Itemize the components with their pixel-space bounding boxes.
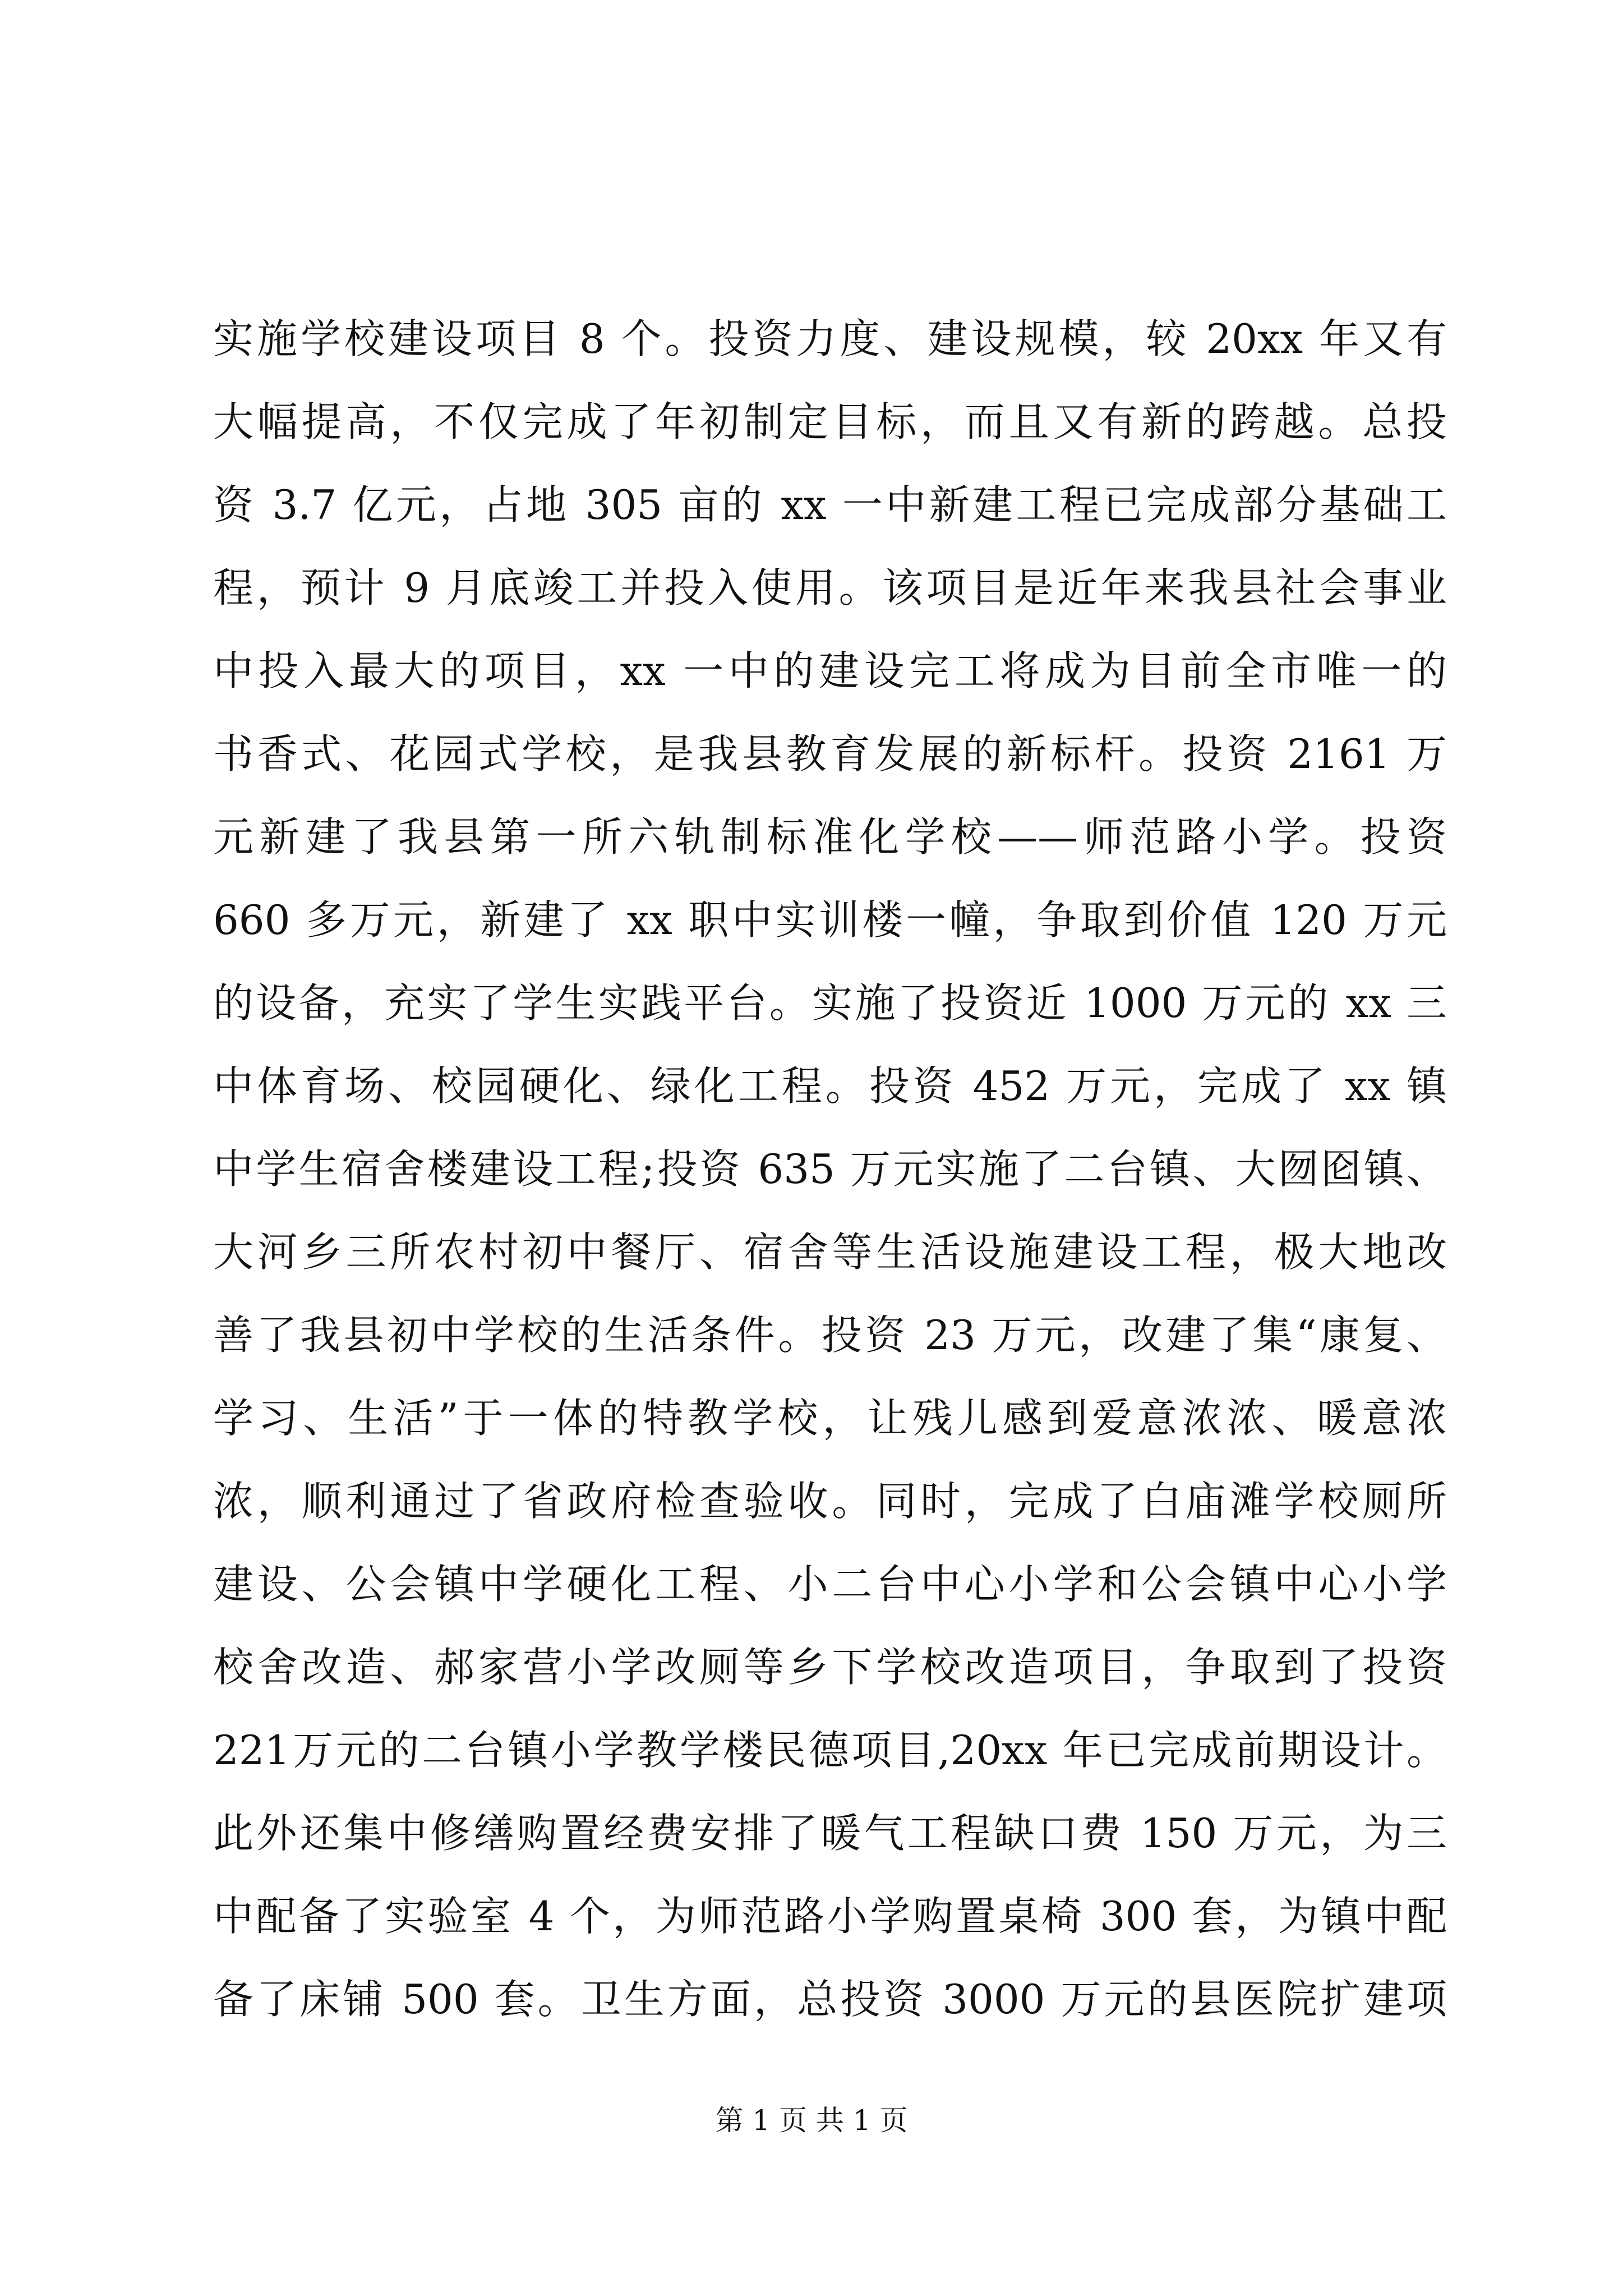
page-footer [0,2098,1623,2143]
text-line: 书香式、花园式学校，是我县教育发展的新标杆。投资 2161 万 [213,730,1447,777]
text-line: 备了床铺 500 套。卫生方面，总投资 3000 万元的县医院扩建项 [213,1976,1447,2023]
text-line: 善了我县初中学校的生活条件。投资 23 万元，改建了集“康复、 [213,1312,1447,1359]
text-line: 660 多万元，新建了 xx 职中实训楼一幢，争取到价值 120 万元 [213,896,1447,944]
text-line: 中配备了实验室 4 个，为师范路小学购置桌椅 300 套，为镇中配 [213,1893,1447,1940]
page-number: 第 1 页 共 1 页 [715,2104,908,2137]
text-line: 中体育场、校园硬化、绿化工程。投资 452 万元，完成了 xx 镇 [213,1062,1447,1110]
text-line: 221万元的二台镇小学教学楼民德项目,20xx 年已完成前期设计。 [213,1727,1447,1774]
text-line: 此外还集中修缮购置经费安排了暖气工程缺口费 150 万元，为三 [213,1810,1447,1857]
text-line: 的设备，充实了学生实践平台。实施了投资近 1000 万元的 xx 三 [213,979,1447,1027]
text-line: 资 3.7 亿元，占地 305 亩的 xx 一中新建工程已完成部分基础工 [213,481,1447,528]
body-text [213,297,1447,2041]
text-line: 中投入最大的项目，xx 一中的建设完工将成为目前全市唯一的 [213,647,1447,694]
text-line: 浓，顺利通过了省政府检查验收。同时，完成了白庙滩学校厕所 [213,1478,1447,1525]
text-line: 大河乡三所农村初中餐厅、宿舍等生活设施建设工程，极大地改 [213,1228,1447,1276]
text-line: 校舍改造、郝家营小学改厕等乡下学校改造项目，争取到了投资 [213,1644,1447,1691]
text-line: 学习、生活”于一体的特教学校，让残儿感到爱意浓浓、暖意浓 [213,1395,1447,1442]
text-line: 实施学校建设项目 8 个。投资力度、建设规模，较 20xx 年又有 [213,315,1447,362]
text-line: 元新建了我县第一所六轨制标准化学校——师范路小学。投资 [213,813,1447,861]
text-line: 大幅提高，不仅完成了年初制定目标，而且又有新的跨越。总投 [213,398,1447,445]
text-line: 建设、公会镇中学硬化工程、小二台中心小学和公会镇中心小学 [213,1561,1447,1608]
text-line: 程，预计 9 月底竣工并投入使用。该项目是近年来我县社会事业 [213,564,1447,611]
text-line: 中学生宿舍楼建设工程;投资 635 万元实施了二台镇、大囫囵镇、 [213,1145,1447,1193]
